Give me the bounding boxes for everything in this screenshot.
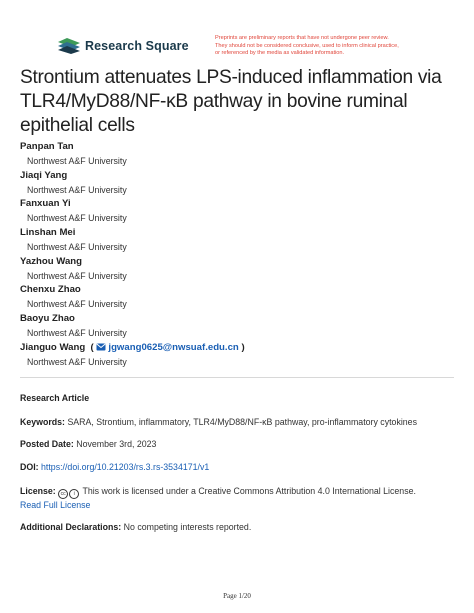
author-name: Panpan Tan [20, 141, 74, 152]
doi-row [20, 461, 460, 473]
article-title [20, 66, 460, 138]
page-header [0, 0, 474, 62]
page-number: Page 1/20 [223, 592, 251, 600]
author-name: Jianguo Wang [20, 341, 86, 353]
preprint-notice [215, 35, 455, 58]
license-label: License: [20, 486, 56, 496]
section-divider [20, 377, 454, 378]
author-email: jgwang0625@nwsuaf.edu.cn [108, 341, 239, 353]
author-entry [20, 197, 460, 226]
author-list [20, 140, 460, 370]
creative-commons-icon: cc [58, 489, 68, 499]
author-name: Linshan Mei [20, 227, 76, 239]
preprint-notice-line: They should not be considered conclusive, used to inform clinical practice, [215, 42, 399, 49]
license-text: This work is licensed under a Creative Commons Attribution 4.0 International License. [82, 486, 416, 496]
read-full-license-link[interactable]: Read Full License [20, 500, 91, 510]
posted-date-label: Posted Date: [20, 439, 74, 449]
author-affiliation: Northwest A&F University [27, 299, 127, 310]
author-entry [20, 140, 460, 169]
author-name: Jiaqi Yang [20, 169, 68, 181]
keywords-row [20, 416, 460, 428]
author-affiliation: Northwest A&F University [27, 270, 127, 281]
research-square-logo-icon [58, 38, 80, 54]
author-name: Yazhou Wang [20, 255, 83, 267]
keywords-value: SARA, Strontium, inflammatory, TLR4/MyD88/NF-κB pathway, pro-inflammatory cytokines [67, 417, 417, 427]
declarations-value: No competing interests reported. [123, 522, 252, 532]
author-entry [20, 226, 460, 255]
license-row [20, 485, 460, 511]
author-email-link[interactable] [96, 342, 238, 353]
attribution-icon: i [69, 489, 79, 499]
article-type [20, 392, 460, 404]
author-name: Baoyu Zhao [20, 313, 75, 325]
doi-label: DOI: [20, 462, 39, 472]
doi-link[interactable]: https://doi.org/10.21203/rs.3.rs-3534171/v1 [41, 462, 210, 472]
author-entry [20, 312, 460, 341]
title-line: Strontium attenuates LPS-induced inflammation via [20, 67, 442, 88]
author-affiliation: Northwest A&F University [27, 213, 127, 224]
preprint-notice-line: Preprints are preliminary reports that have not undergone peer review. [215, 35, 389, 41]
email-close-paren: ) [238, 341, 245, 353]
keywords-label: Keywords: [20, 417, 65, 427]
author-name: Fanxuan Yi [20, 198, 71, 210]
preprint-notice-line: or referenced by the media as validated information. [215, 50, 345, 57]
title-line: TLR4/MyD88/NF-κB pathway in bovine ruminal [20, 91, 408, 112]
author-entry [20, 341, 460, 370]
author-entry [20, 283, 460, 312]
declarations-label: Additional Declarations: [20, 522, 122, 532]
title-line: epithelial cells [20, 115, 135, 136]
author-entry [20, 169, 460, 198]
email-open-paren: ( [87, 341, 97, 353]
logo-text: Research Square [85, 39, 189, 53]
author-affiliation: Northwest A&F University [27, 156, 127, 166]
author-affiliation: Northwest A&F University [27, 184, 127, 195]
article-type-label: Research Article [20, 393, 90, 403]
author-name: Chenxu Zhao [20, 284, 81, 296]
envelope-icon [96, 343, 106, 351]
author-affiliation: Northwest A&F University [27, 242, 127, 253]
posted-date-row [20, 438, 460, 450]
author-affiliation: Northwest A&F University [27, 356, 127, 367]
research-square-logo[interactable] [58, 38, 189, 54]
author-affiliation: Northwest A&F University [27, 328, 127, 339]
author-entry [20, 255, 460, 284]
posted-date-value: November 3rd, 2023 [76, 439, 157, 449]
declarations-row [20, 521, 460, 533]
corresponding-author [20, 341, 460, 355]
